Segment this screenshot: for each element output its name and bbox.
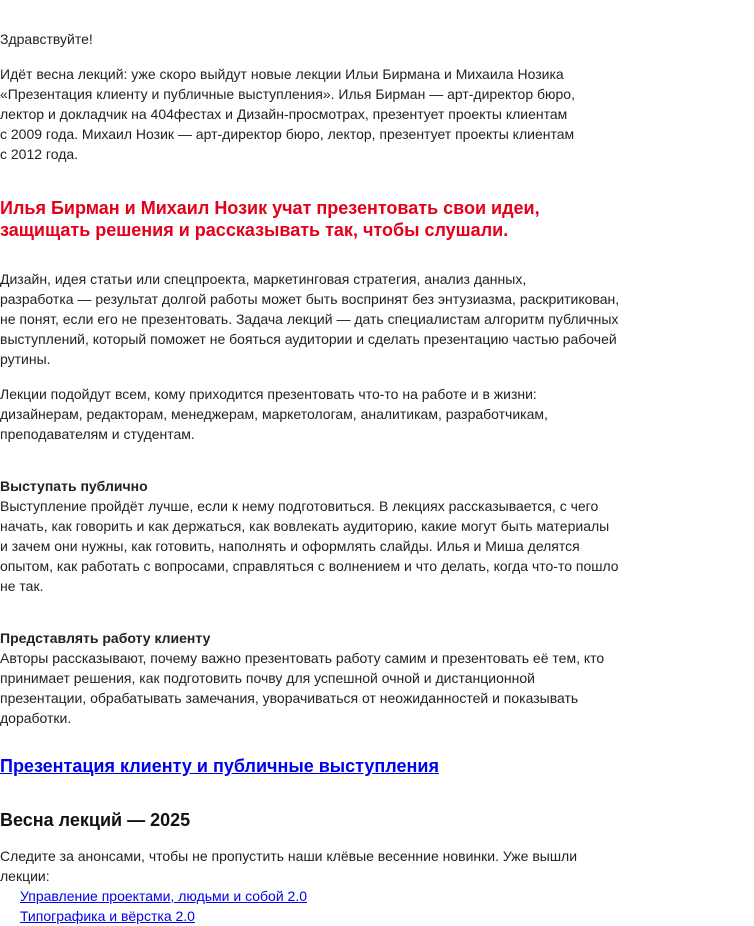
- section-public-speaking: [0, 476, 640, 596]
- list-item: [20, 906, 640, 926]
- greeting: Здравствуйте!: [0, 31, 93, 47]
- section-title: Представлять работу клиенту: [0, 630, 211, 646]
- intro-paragraph: Идёт весна лекций: уже скоро выйдут новые лекции Ильи Бирмана и Михаила Нозика «Презентация клиенту и публичные выступления». Илья Бирман — арт-директор бюро, лектор и докладчик на 404фестах и Дизайн-просмотрах, презентует проекты клиентам с 2009 года. Михаил Нозик — арт-директор бюро, лектор, презентует проекты клиентам с 2012 года.: [0, 66, 575, 162]
- section-text: Авторы рассказывают, почему важно презентовать работу самим и презентовать её тем, кто принимает решения, как подготовить почву для успешной очной и дистанционной презентации, обрабатывать замечания, уворачиваться от неожиданностей и показывать доработки.: [0, 650, 605, 726]
- section-title: Выступать публично: [0, 478, 148, 494]
- lecture-link-project-management[interactable]: Управление проектами, людьми и собой 2.0: [20, 888, 307, 904]
- spring-lectures-heading: Весна лекций — 2025: [0, 810, 191, 830]
- announce-paragraph: Следите за анонсами, чтобы не пропустить наши клёвые весенние новинки. Уже вышли лекции:: [0, 848, 578, 884]
- section-client-presentation: [0, 628, 640, 728]
- tagline-heading: Илья Бирман и Михаил Нозик учат презентовать свои идеи, защищать решения и рассказывать так, чтобы слушали.: [0, 198, 540, 240]
- audience-paragraph: Лекции подойдут всем, кому приходится презентовать что-то на работе и в жизни: дизайнерам, редакторам, менеджерам, маркетологам, аналитикам, разработчикам, преподавателям и студентам.: [0, 386, 548, 442]
- section-text: Выступление пройдёт лучше, если к нему подготовиться. В лекциях рассказывается, с чего начать, как говорить и как держаться, как вовлекать аудиторию, какие могут быть материалы и зачем они нужны, как готовить, наполнять и оформлять слайды. Илья и Миша делятся опытом, как работать с вопросами, справляться с волнением и что делать, когда что-то пошло не так.: [0, 498, 619, 594]
- lecture-list: [0, 886, 640, 926]
- lecture-link-typography[interactable]: Типографика и вёрстка 2.0: [20, 908, 195, 924]
- list-item: [20, 886, 640, 906]
- course-link[interactable]: Презентация клиенту и публичные выступления: [0, 756, 439, 776]
- description-paragraph: Дизайн, идея статьи или спецпроекта, маркетинговая стратегия, анализ данных, разработка — результат долгой работы может быть воспринят без энтузиазма, раскритикован, не понят, если его не презентовать. Задача лекций — дать специалистам алгоритм публичных выступлений, который поможет не бояться аудитории и сделать презентацию частью рабочей рутины.: [0, 271, 620, 367]
